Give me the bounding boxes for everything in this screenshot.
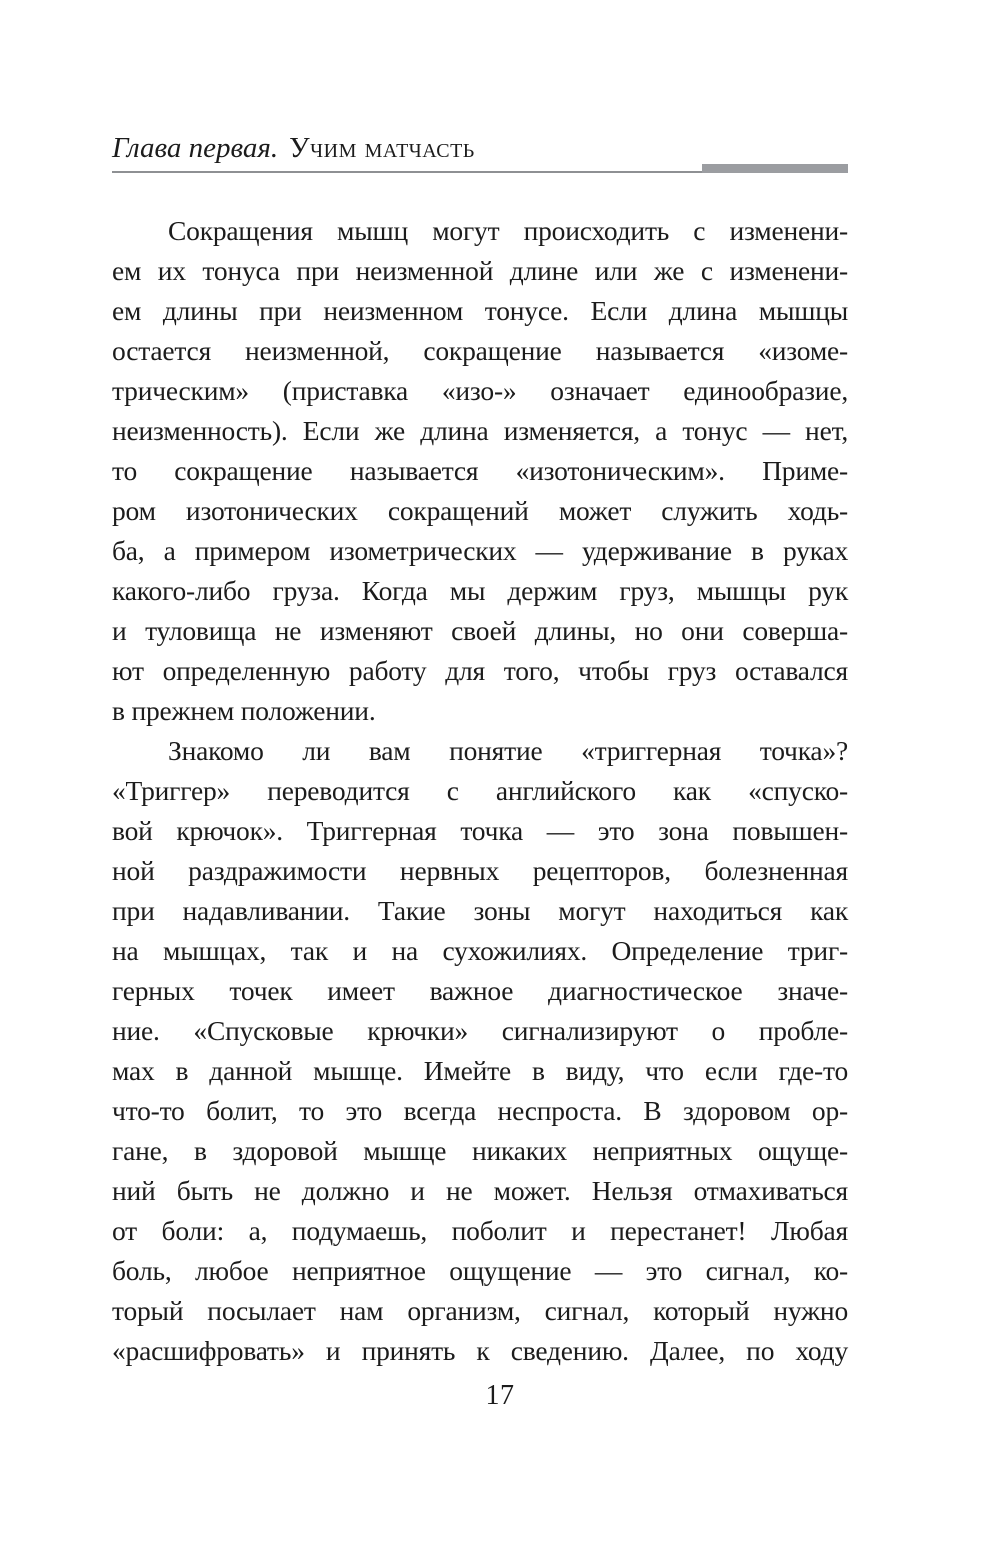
- text-line: ба, а примером изометрических — удерживание в руках: [112, 535, 848, 566]
- text-line: ют определенную работу для того, чтобы груз оставался: [112, 655, 848, 686]
- text-line: остается неизменной, сокращение называется «изоме-: [112, 335, 848, 366]
- text-line: при надавливании. Такие зоны могут находиться как: [112, 895, 848, 926]
- page-number: 17: [485, 1380, 515, 1411]
- text-line: что-то болит, то это всегда неспроста. В здоровом ор-: [112, 1095, 848, 1126]
- chapter-label: Глава первая.: [112, 132, 279, 164]
- text-line: герных точек имеет важное диагностическое значе-: [112, 975, 848, 1006]
- text-line: торый посылает нам организм, сигнал, который нужно: [112, 1295, 848, 1326]
- page-footer: [0, 1380, 1000, 1412]
- text-line: ний быть не должно и не может. Нельзя отмахиваться: [112, 1175, 848, 1206]
- paragraph: [112, 731, 848, 1371]
- text-line: «Триггер» переводится с английского как «спуско-: [112, 775, 848, 806]
- text-line: Знакомо ли вам понятие «триггерная точка»?: [168, 735, 848, 766]
- text-line: ем их тонуса при неизменной длине или же с изменени-: [112, 255, 848, 286]
- chapter-title: Учим матчасть: [289, 132, 475, 164]
- text-line: вой крючок». Триггерная точка — это зона повышен-: [112, 815, 848, 846]
- text-line: какого-либо груза. Когда мы держим груз, мышцы рук: [112, 575, 848, 606]
- text-line: «расшифровать» и принять к сведению. Далее, по ходу: [112, 1335, 848, 1366]
- text-line: ние. «Спусковые крючки» сигнализируют о пробле-: [112, 1015, 848, 1046]
- text-line: ной раздражимости нервных рецепторов, болезненная: [112, 855, 848, 886]
- text-line: ем длины при неизменном тонусе. Если длина мышцы: [112, 295, 848, 326]
- paragraph: [112, 211, 848, 731]
- text-line: в прежнем положении.: [112, 695, 376, 726]
- text-line: Сокращения мышц могут происходить с изменени-: [168, 215, 848, 246]
- text-line: мах в данной мышце. Имейте в виду, что если где-то: [112, 1055, 848, 1086]
- text-line: то сокращение называется «изотоническим». Приме-: [112, 455, 848, 486]
- text-line: ром изотонических сокращений может служить ходь-: [112, 495, 848, 526]
- text-line: на мышцах, так и на сухожилиях. Определение триг-: [112, 935, 848, 966]
- text-line: и туловища не изменяют своей длины, но они соверша-: [112, 615, 848, 646]
- page-body: [112, 211, 848, 1371]
- chapter-header: [112, 132, 848, 164]
- header-accent-bar: [702, 164, 848, 173]
- text-line: гане, в здоровой мышце никаких неприятных ощуще-: [112, 1135, 848, 1166]
- text-line: неизменность). Если же длина изменяется, а тонус — нет,: [112, 415, 848, 446]
- text-line: от боли: а, подумаешь, поболит и перестанет! Любая: [112, 1215, 848, 1246]
- text-line: трическим» (приставка «изо-» означает единообразие,: [112, 375, 848, 406]
- header-rule: [112, 171, 848, 173]
- text-line: боль, любое неприятное ощущение — это сигнал, ко-: [112, 1255, 848, 1286]
